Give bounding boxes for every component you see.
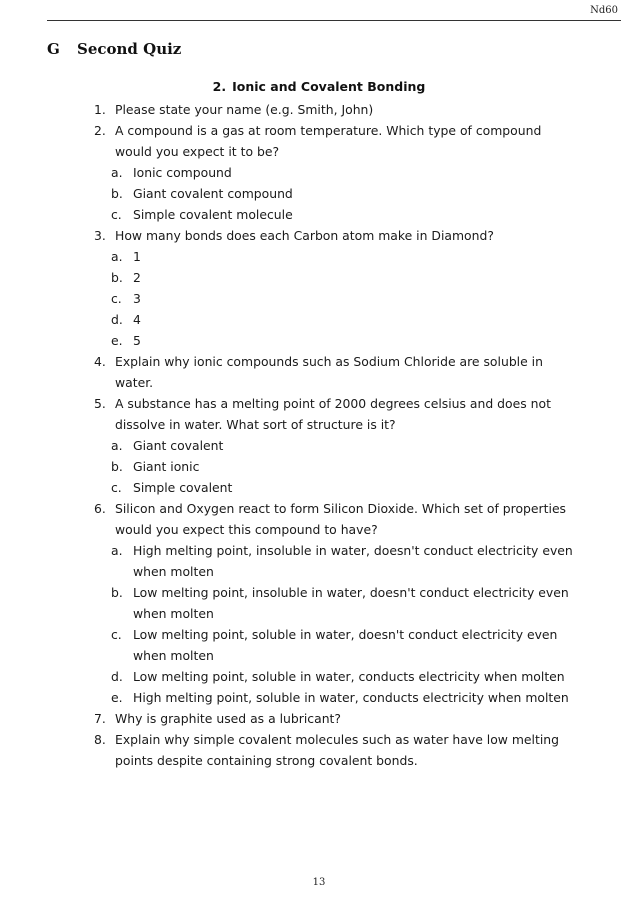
question-text: A substance has a melting point of 2000 degrees celsius and does not dissolve in water. What sort of structure is it? [115,396,551,432]
option-text: Simple covalent molecule [133,207,293,222]
option-text: Low melting point, soluble in water, doesn't conduct electricity even when molten [133,627,558,663]
question-text: Why is graphite used as a lubricant? [115,711,341,726]
question-item [94,99,574,120]
option-letter: a. [111,543,123,558]
answer-option [94,162,574,183]
header-rule [47,20,621,21]
question-text: Explain why ionic compounds such as Sodium Chloride are soluble in water. [115,354,543,390]
option-letter: c. [111,291,122,306]
question-text: A compound is a gas at room temperature. Which type of compound would you expect it to be? [115,123,542,159]
question-item [94,351,574,393]
quiz-number: 2. [212,79,227,94]
question-item [94,225,574,351]
question-list [94,99,574,771]
option-text: High melting point, insoluble in water, doesn't conduct electricity even when molten [133,543,573,579]
option-text: 3 [133,291,141,306]
answer-option [94,540,574,582]
quiz-title-text: Ionic and Covalent Bonding [232,79,426,94]
question-item [94,498,574,708]
option-letter: a. [111,438,123,453]
question-item [94,120,574,225]
question-row [94,498,574,540]
question-number: 6. [94,501,106,516]
answer-option [94,582,574,624]
answer-option [94,204,574,225]
section-title: Second Quiz [77,40,182,58]
answer-option [94,246,574,267]
page-number: 13 [312,877,326,888]
answer-option [94,267,574,288]
answer-option [94,183,574,204]
question-text: Explain why simple covalent molecules such as water have low melting points despite containing strong covalent bonds. [115,732,559,768]
question-item [94,393,574,498]
option-text: 5 [133,333,141,348]
option-letter: b. [111,459,123,474]
option-letter: d. [111,312,123,327]
question-text: How many bonds does each Carbon atom make in Diamond? [115,228,494,243]
question-text: Please state your name (e.g. Smith, John) [115,102,374,117]
answer-option [94,288,574,309]
option-letter: e. [111,333,123,348]
option-letter: b. [111,270,123,285]
question-number: 2. [94,123,106,138]
section-heading [47,40,181,58]
question-text: Silicon and Oxygen react to form Silicon Dioxide. Which set of properties would you expect this compound to have? [115,501,567,537]
section-letter: G [47,40,60,58]
question-row [94,120,574,162]
option-text: Giant covalent [133,438,224,453]
question-number: 1. [94,102,106,117]
option-letter: b. [111,186,123,201]
answer-option [94,330,574,351]
option-text: Low melting point, soluble in water, conducts electricity when molten [133,669,565,684]
question-item [94,729,574,771]
quiz-title [0,79,638,94]
question-row [94,99,574,120]
question-number: 8. [94,732,106,747]
option-text: Simple covalent [133,480,233,495]
question-row [94,729,574,771]
answer-option [94,435,574,456]
option-text: Giant covalent compound [133,186,293,201]
option-text: 2 [133,270,141,285]
option-text: 4 [133,312,141,327]
question-row [94,393,574,435]
question-row [94,708,574,729]
answer-option [94,666,574,687]
option-letter: c. [111,207,122,222]
answer-option [94,456,574,477]
option-letter: d. [111,669,123,684]
option-letter: e. [111,690,123,705]
option-text: High melting point, soluble in water, conducts electricity when molten [133,690,569,705]
question-number: 3. [94,228,106,243]
option-letter: c. [111,480,122,495]
option-letter: c. [111,627,122,642]
question-number: 7. [94,711,106,726]
option-text: Low melting point, insoluble in water, doesn't conduct electricity even when molten [133,585,569,621]
question-item [94,708,574,729]
option-letter: a. [111,249,123,264]
answer-option [94,624,574,666]
question-number: 5. [94,396,106,411]
option-letter: a. [111,165,123,180]
question-row [94,351,574,393]
option-text: Giant ionic [133,459,200,474]
header-code: Nd60 [590,5,618,16]
question-row [94,225,574,246]
answer-option [94,477,574,498]
option-text: 1 [133,249,141,264]
answer-option [94,687,574,708]
question-number: 4. [94,354,106,369]
option-text: Ionic compound [133,165,232,180]
option-letter: b. [111,585,123,600]
answer-option [94,309,574,330]
